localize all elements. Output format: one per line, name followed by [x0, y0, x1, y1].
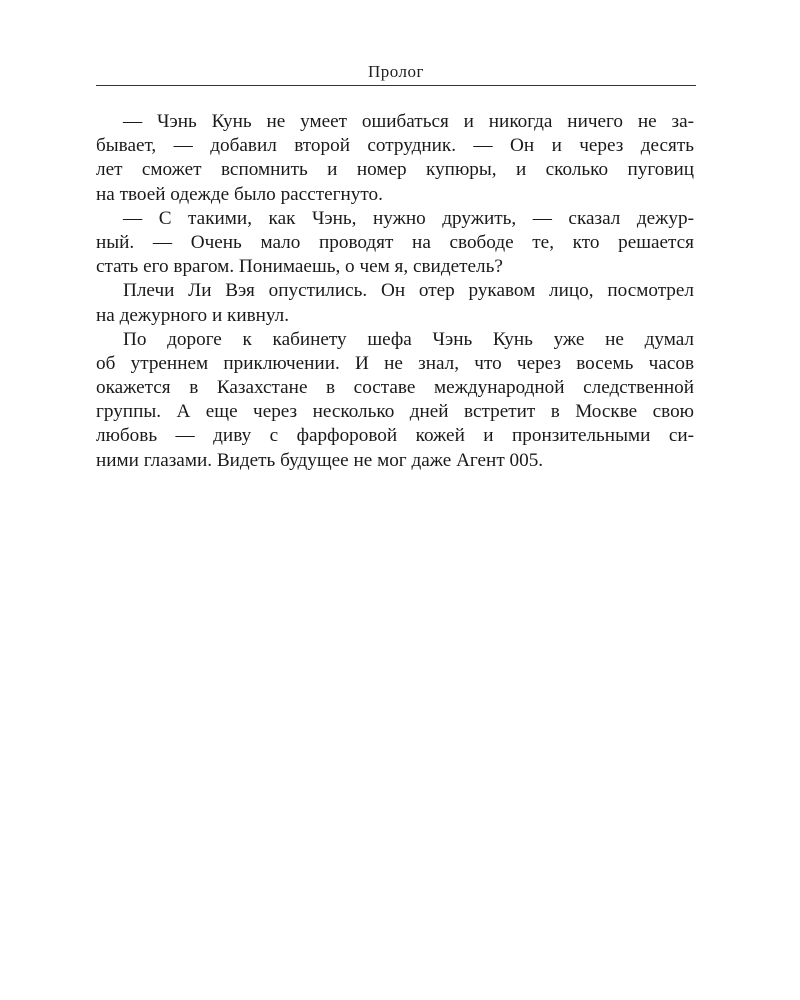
text-line: окажется в Казахстане в составе международной следственной: [96, 377, 694, 399]
header-rule: [96, 85, 696, 86]
text-line: стать его врагом. Понимаешь, о чем я, свидетель?: [96, 256, 503, 278]
text-line: — Чэнь Кунь не умеет ошибаться и никогда ничего не за-: [123, 111, 694, 132]
text-line: ный. — Очень мало проводят на свободе те, кто решается: [96, 231, 694, 253]
text-line: лет сможет вспомнить и номер купюры, и сколько пуговиц: [96, 159, 694, 181]
text-line: ними глазами. Видеть будущее не мог даже Агент 005.: [96, 449, 544, 471]
text-line: любовь — диву с фарфоровой кожей и пронзительными си-: [96, 425, 694, 447]
text-line: бывает, — добавил второй сотрудник. — Он и через десять: [96, 135, 694, 157]
text-line: на дежурного и кивнул.: [96, 304, 290, 326]
text-line: — С такими, как Чэнь, нужно дружить, — сказал дежур-: [123, 207, 694, 229]
body-text: [96, 110, 694, 473]
text-line: об утреннем приключении. И не знал, что через восемь часов: [96, 352, 694, 374]
text-line: на твоей одежде было расстегнуто.: [96, 183, 383, 205]
text-line: группы. А еще через несколько дней встретит в Москве свою: [96, 401, 694, 423]
running-head: Пролог: [367, 62, 424, 81]
text-line: По дороге к кабинету шефа Чэнь Кунь уже не думал: [123, 328, 694, 350]
text-line: Плечи Ли Вэя опустились. Он отер рукавом лицо, посмотрел: [123, 280, 694, 302]
